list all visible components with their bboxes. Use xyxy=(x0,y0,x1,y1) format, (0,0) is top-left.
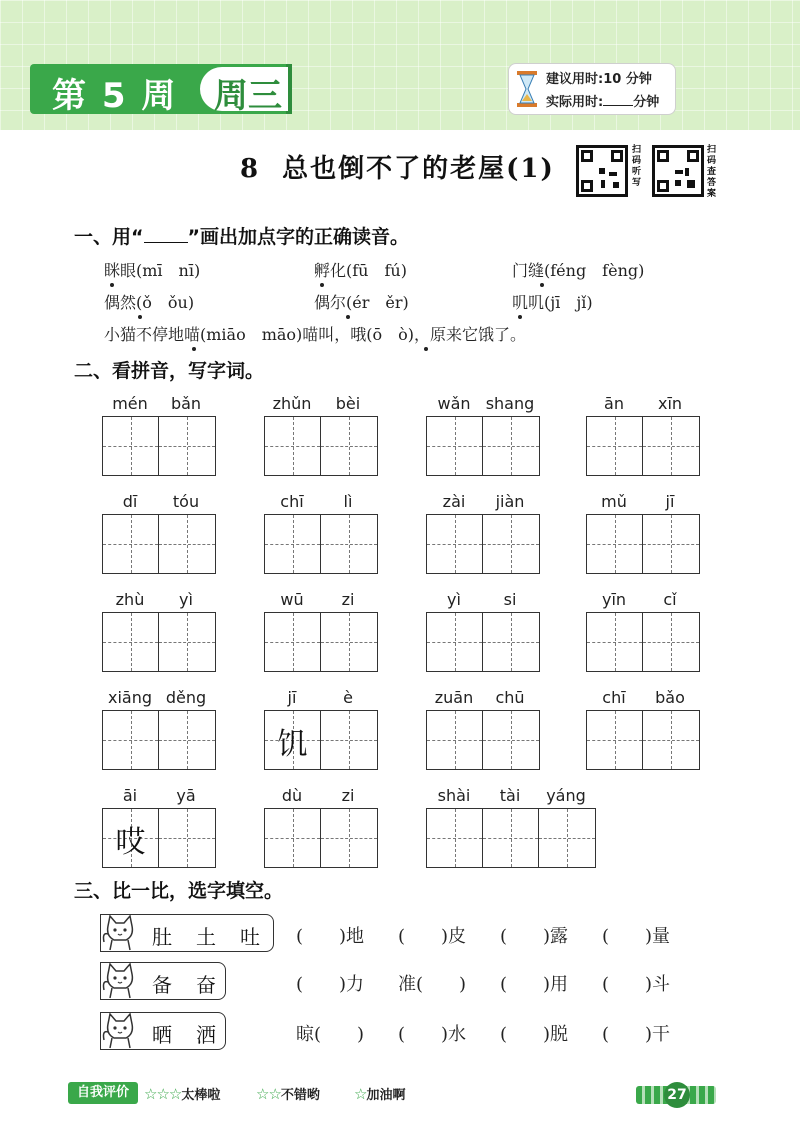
reading-item[interactable]: 偶尔(ér ěr) xyxy=(314,293,409,312)
fill-blank-item[interactable]: ( )干 xyxy=(602,1024,671,1045)
writing-cell[interactable] xyxy=(265,417,321,475)
given-char: 饥 xyxy=(277,727,308,762)
writing-cell[interactable] xyxy=(643,417,699,475)
emphasis-dot xyxy=(518,315,522,319)
lesson-number: 8 xyxy=(240,154,261,184)
pinyin-label: lì xyxy=(343,492,353,511)
pinyin-label: zài xyxy=(442,492,466,511)
writing-box-group xyxy=(264,514,378,574)
star-icon: ☆ xyxy=(354,1085,367,1103)
pinyin-label: si xyxy=(503,590,517,609)
self-eval-label: 自我评价 xyxy=(68,1082,138,1104)
pinyin-label: tóu xyxy=(172,492,200,511)
writing-box-group xyxy=(102,808,216,868)
pinyin-label: wū xyxy=(280,590,304,609)
reading-item[interactable]: 偶然(ǒ ǒu) xyxy=(104,293,195,312)
pinyin-label: dù xyxy=(281,786,303,805)
writing-cell[interactable] xyxy=(483,417,539,475)
given-char: 哎 xyxy=(115,825,146,860)
pinyin-label: bǎo xyxy=(655,688,685,707)
writing-box-group xyxy=(264,710,378,770)
day-label: 周三 xyxy=(214,76,282,116)
lesson-title-text: 总也倒不了的老屋(1) xyxy=(282,154,555,184)
emphasis-dot xyxy=(110,283,114,287)
pinyin-label: bǎn xyxy=(170,394,202,413)
writing-box-group xyxy=(102,612,216,672)
pinyin-label: jiàn xyxy=(495,492,525,511)
star-icon: ☆☆ xyxy=(256,1085,281,1103)
fill-blank-item[interactable]: ( )地 xyxy=(296,926,365,947)
qr-code-answers[interactable] xyxy=(652,145,704,197)
eval-great[interactable] xyxy=(144,1084,220,1103)
qr-answers-label: 扫码查答案 xyxy=(707,145,717,199)
pinyin-label: yīn xyxy=(601,590,627,609)
writing-cell[interactable] xyxy=(321,417,377,475)
reading-item[interactable]: 叽叽(jī jǐ) xyxy=(512,293,593,312)
choice-chars: 备 奋 xyxy=(152,973,218,997)
writing-cell[interactable] xyxy=(103,613,159,671)
actual-time xyxy=(546,91,659,110)
emphasis-dot xyxy=(540,283,544,287)
pinyin-label: jī xyxy=(665,492,675,511)
writing-cell[interactable] xyxy=(265,711,321,769)
writing-cell[interactable] xyxy=(103,515,159,573)
pinyin-label: cǐ xyxy=(663,590,677,609)
writing-box-group xyxy=(264,416,378,476)
fill-row xyxy=(296,970,704,996)
pinyin-label: ān xyxy=(604,394,624,413)
eval-try[interactable] xyxy=(354,1084,405,1103)
writing-box-group xyxy=(102,416,216,476)
choice-chars: 肚 土 吐 xyxy=(152,925,262,949)
fill-row xyxy=(296,1020,704,1046)
pinyin-label: mǔ xyxy=(601,492,627,511)
pinyin-label: zuān xyxy=(434,688,474,707)
writing-cell[interactable] xyxy=(483,515,539,573)
writing-cell[interactable] xyxy=(427,809,483,867)
section1-title xyxy=(74,222,409,249)
cat-icon xyxy=(100,912,140,952)
writing-box-group xyxy=(426,514,540,574)
emphasis-dot xyxy=(424,347,428,351)
pinyin-label: yáng xyxy=(546,786,586,805)
writing-cell[interactable] xyxy=(643,711,699,769)
writing-cell[interactable] xyxy=(103,809,159,867)
pinyin-label: è xyxy=(343,688,353,707)
star-icon: ☆☆☆ xyxy=(144,1085,182,1103)
hourglass-icon xyxy=(516,70,538,108)
pinyin-label: zhù xyxy=(115,590,145,609)
cat-icon xyxy=(100,1010,140,1050)
actual-time-suffix: 分钟 xyxy=(633,95,660,110)
page-number: 27 xyxy=(664,1082,690,1108)
pinyin-label: shài xyxy=(437,786,471,805)
choice-chars: 晒 洒 xyxy=(152,1023,218,1047)
writing-cell[interactable] xyxy=(159,417,215,475)
writing-cell[interactable] xyxy=(483,711,539,769)
writing-cell[interactable] xyxy=(427,417,483,475)
pinyin-label: xiāng xyxy=(107,688,152,707)
writing-cell[interactable] xyxy=(321,613,377,671)
writing-cell[interactable] xyxy=(321,515,377,573)
pinyin-label: zhǔn xyxy=(272,394,312,413)
reading-item[interactable]: 眯眼(mī nī) xyxy=(104,261,201,280)
suggested-time: 建议用时:10 分钟 xyxy=(546,72,652,87)
pinyin-label: tài xyxy=(499,786,521,805)
fill-blank-item[interactable]: 准( ) xyxy=(398,974,467,995)
pinyin-label: jī xyxy=(287,688,297,707)
section1-title-prefix: 一、用“ xyxy=(74,226,144,248)
writing-cell[interactable] xyxy=(539,809,595,867)
fill-blank-item[interactable]: ( )力 xyxy=(296,974,365,995)
writing-cell[interactable] xyxy=(265,613,321,671)
writing-cell[interactable] xyxy=(427,711,483,769)
emphasis-dot xyxy=(346,315,350,319)
writing-cell[interactable] xyxy=(483,613,539,671)
writing-box-group xyxy=(586,612,700,672)
writing-box-group xyxy=(264,808,378,868)
writing-cell[interactable] xyxy=(103,417,159,475)
eval-try-text: 加油啊 xyxy=(366,1088,406,1103)
reading-item[interactable]: 门缝(féng fèng) xyxy=(512,261,645,280)
fill-blank-item[interactable]: ( )斗 xyxy=(602,974,671,995)
writing-cell[interactable] xyxy=(587,515,643,573)
fill-row xyxy=(296,922,704,948)
section1-title-suffix: ”画出加点字的正确读音。 xyxy=(187,226,409,248)
writing-box-group xyxy=(426,808,596,868)
pinyin-label: dī xyxy=(122,492,138,511)
fill-blank-item[interactable]: ( )脱 xyxy=(500,1024,569,1045)
actual-time-blank[interactable] xyxy=(603,94,633,106)
writing-cell[interactable] xyxy=(643,613,699,671)
pinyin-label: zi xyxy=(341,786,355,805)
writing-cell[interactable] xyxy=(643,515,699,573)
writing-cell[interactable] xyxy=(159,613,215,671)
emphasis-dot xyxy=(138,315,142,319)
writing-cell[interactable] xyxy=(427,515,483,573)
writing-cell[interactable] xyxy=(159,809,215,867)
fill-blank-item[interactable]: 晾( ) xyxy=(296,1024,365,1045)
writing-cell[interactable] xyxy=(321,809,377,867)
writing-cell[interactable] xyxy=(159,515,215,573)
writing-cell[interactable] xyxy=(483,809,539,867)
emphasis-dot xyxy=(192,347,196,351)
pinyin-label: xīn xyxy=(657,394,683,413)
fill-blank-item[interactable]: ( )水 xyxy=(398,1024,467,1045)
section2-title: 二、看拼音，写字词。 xyxy=(74,360,265,382)
fill-blank-item[interactable]: ( )用 xyxy=(500,974,569,995)
pinyin-label: āi xyxy=(122,786,138,805)
reading-sentence[interactable]: 小猫不停地喵(miāo māo)喵叫，哦(ō ò)，原来它饿了。 xyxy=(104,325,527,344)
writing-cell[interactable] xyxy=(265,809,321,867)
eval-good[interactable] xyxy=(256,1084,320,1103)
writing-box-group xyxy=(586,416,700,476)
writing-cell[interactable] xyxy=(587,613,643,671)
writing-box-group xyxy=(102,514,216,574)
writing-cell[interactable] xyxy=(587,417,643,475)
pinyin-label: chī xyxy=(602,688,626,707)
writing-box-group xyxy=(102,710,216,770)
pinyin-label: mén xyxy=(112,394,148,413)
writing-cell[interactable] xyxy=(427,613,483,671)
actual-time-prefix: 实际用时: xyxy=(546,95,604,110)
qr-code-dictation[interactable] xyxy=(576,145,628,197)
qr-dictation-label: 扫码听写 xyxy=(632,145,642,188)
writing-box-group xyxy=(426,416,540,476)
writing-box-group xyxy=(264,612,378,672)
lesson-title xyxy=(240,148,555,185)
writing-box-group xyxy=(426,710,540,770)
writing-box-group xyxy=(586,710,700,770)
week-label: 第 5 周 xyxy=(52,76,178,116)
writing-cell[interactable] xyxy=(159,711,215,769)
reading-item[interactable]: 孵化(fū fú) xyxy=(314,261,407,280)
pinyin-label: shang xyxy=(485,394,535,413)
writing-cell[interactable] xyxy=(321,711,377,769)
section3-title: 三、比一比，选字填空。 xyxy=(74,880,284,902)
pinyin-label: yì xyxy=(447,590,461,609)
pinyin-label: chī xyxy=(280,492,304,511)
writing-cell[interactable] xyxy=(103,711,159,769)
pinyin-label: chū xyxy=(495,688,525,707)
fill-blank-item[interactable]: ( )皮 xyxy=(398,926,467,947)
fill-blank-item[interactable]: ( )量 xyxy=(602,926,671,947)
eval-good-text: 不错哟 xyxy=(280,1088,320,1103)
section1-underline-sample xyxy=(144,229,188,243)
pinyin-label: yì xyxy=(179,590,193,609)
pinyin-label: děng xyxy=(165,688,207,707)
eval-great-text: 太棒啦 xyxy=(181,1088,221,1103)
writing-cell[interactable] xyxy=(587,711,643,769)
writing-box-group xyxy=(426,612,540,672)
cat-icon xyxy=(100,960,140,1000)
pinyin-label: wǎn xyxy=(437,394,471,413)
writing-box-group xyxy=(586,514,700,574)
writing-cell[interactable] xyxy=(265,515,321,573)
pinyin-label: yā xyxy=(176,786,196,805)
pinyin-label: bèi xyxy=(335,394,361,413)
fill-blank-item[interactable]: ( )露 xyxy=(500,926,569,947)
emphasis-dot xyxy=(320,283,324,287)
pinyin-label: zi xyxy=(341,590,355,609)
